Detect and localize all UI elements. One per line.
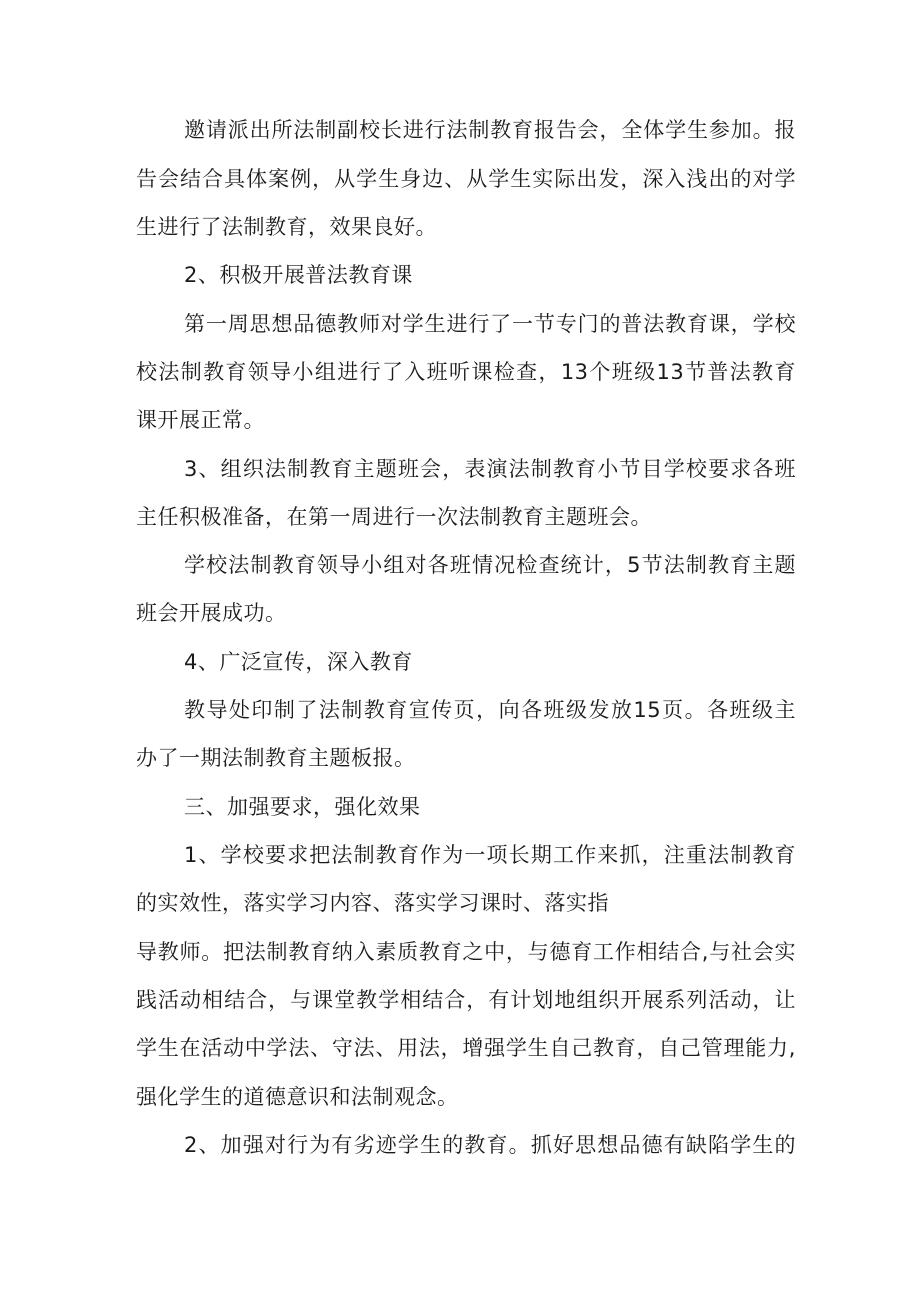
paragraph-line: 践活动相结合，与课堂教学相结合，有计划地组织开展系列活动，让 (136, 988, 796, 1012)
paragraph-line: 邀请派出所法制副校长进行法制教育报告会，全体学生参加。报 (184, 118, 796, 142)
paragraph-line: 2、加强对行为有劣迹学生的教育。抓好思想品德有缺陷学生的 (184, 1133, 796, 1157)
paragraph-line: 主任积极准备，在第一周进行一次法制教育主题班会。 (136, 505, 652, 529)
paragraph-line: 班会开展成功。 (136, 601, 287, 625)
paragraph-line: 生进行了法制教育，效果良好。 (136, 215, 437, 239)
paragraph-line: 第一周思想品德教师对学生进行了一节专门的普法教育课，学校 (184, 312, 796, 336)
paragraph-line: 课开展正常。 (136, 408, 265, 432)
section-heading: 三、加强要求，强化效果 (184, 795, 421, 819)
paragraph-line: 校法制教育领导小组进行了入班听课检查，13个班级13节普法教育 (136, 360, 796, 384)
section-heading: 4、广泛宣传，深入教育 (184, 650, 413, 674)
paragraph-line: 1、学校要求把法制教育作为一项长期工作来抓，注重法制教育 (184, 843, 796, 867)
paragraph-line: 教导处印制了法制教育宣传页，向各班级发放15页。各班级主 (184, 698, 796, 722)
section-heading: 2、积极开展普法教育课 (184, 263, 413, 287)
paragraph-line: 学生在活动中学法、守法、用法，增强学生自己教育，自己管理能力, (136, 1036, 796, 1060)
paragraph-line: 的实效性，落实学习内容、落实学习课时、落实指 (136, 891, 609, 915)
paragraph-line: 办了一期法制教育主题板报。 (136, 746, 416, 770)
paragraph-line: 导教师。把法制教育纳入素质教育之中，与德育工作相结合,与社会实 (136, 940, 796, 964)
paragraph-line: 3、组织法制教育主题班会，表演法制教育小节目学校要求各班 (184, 457, 796, 481)
paragraph-line: 强化学生的道德意识和法制观念。 (136, 1085, 459, 1109)
paragraph-line: 告会结合具体案例，从学生身边、从学生实际出发，深入浅出的对学 (136, 167, 796, 191)
paragraph-line: 学校法制教育领导小组对各班情况检查统计，5节法制教育主题 (184, 553, 796, 577)
